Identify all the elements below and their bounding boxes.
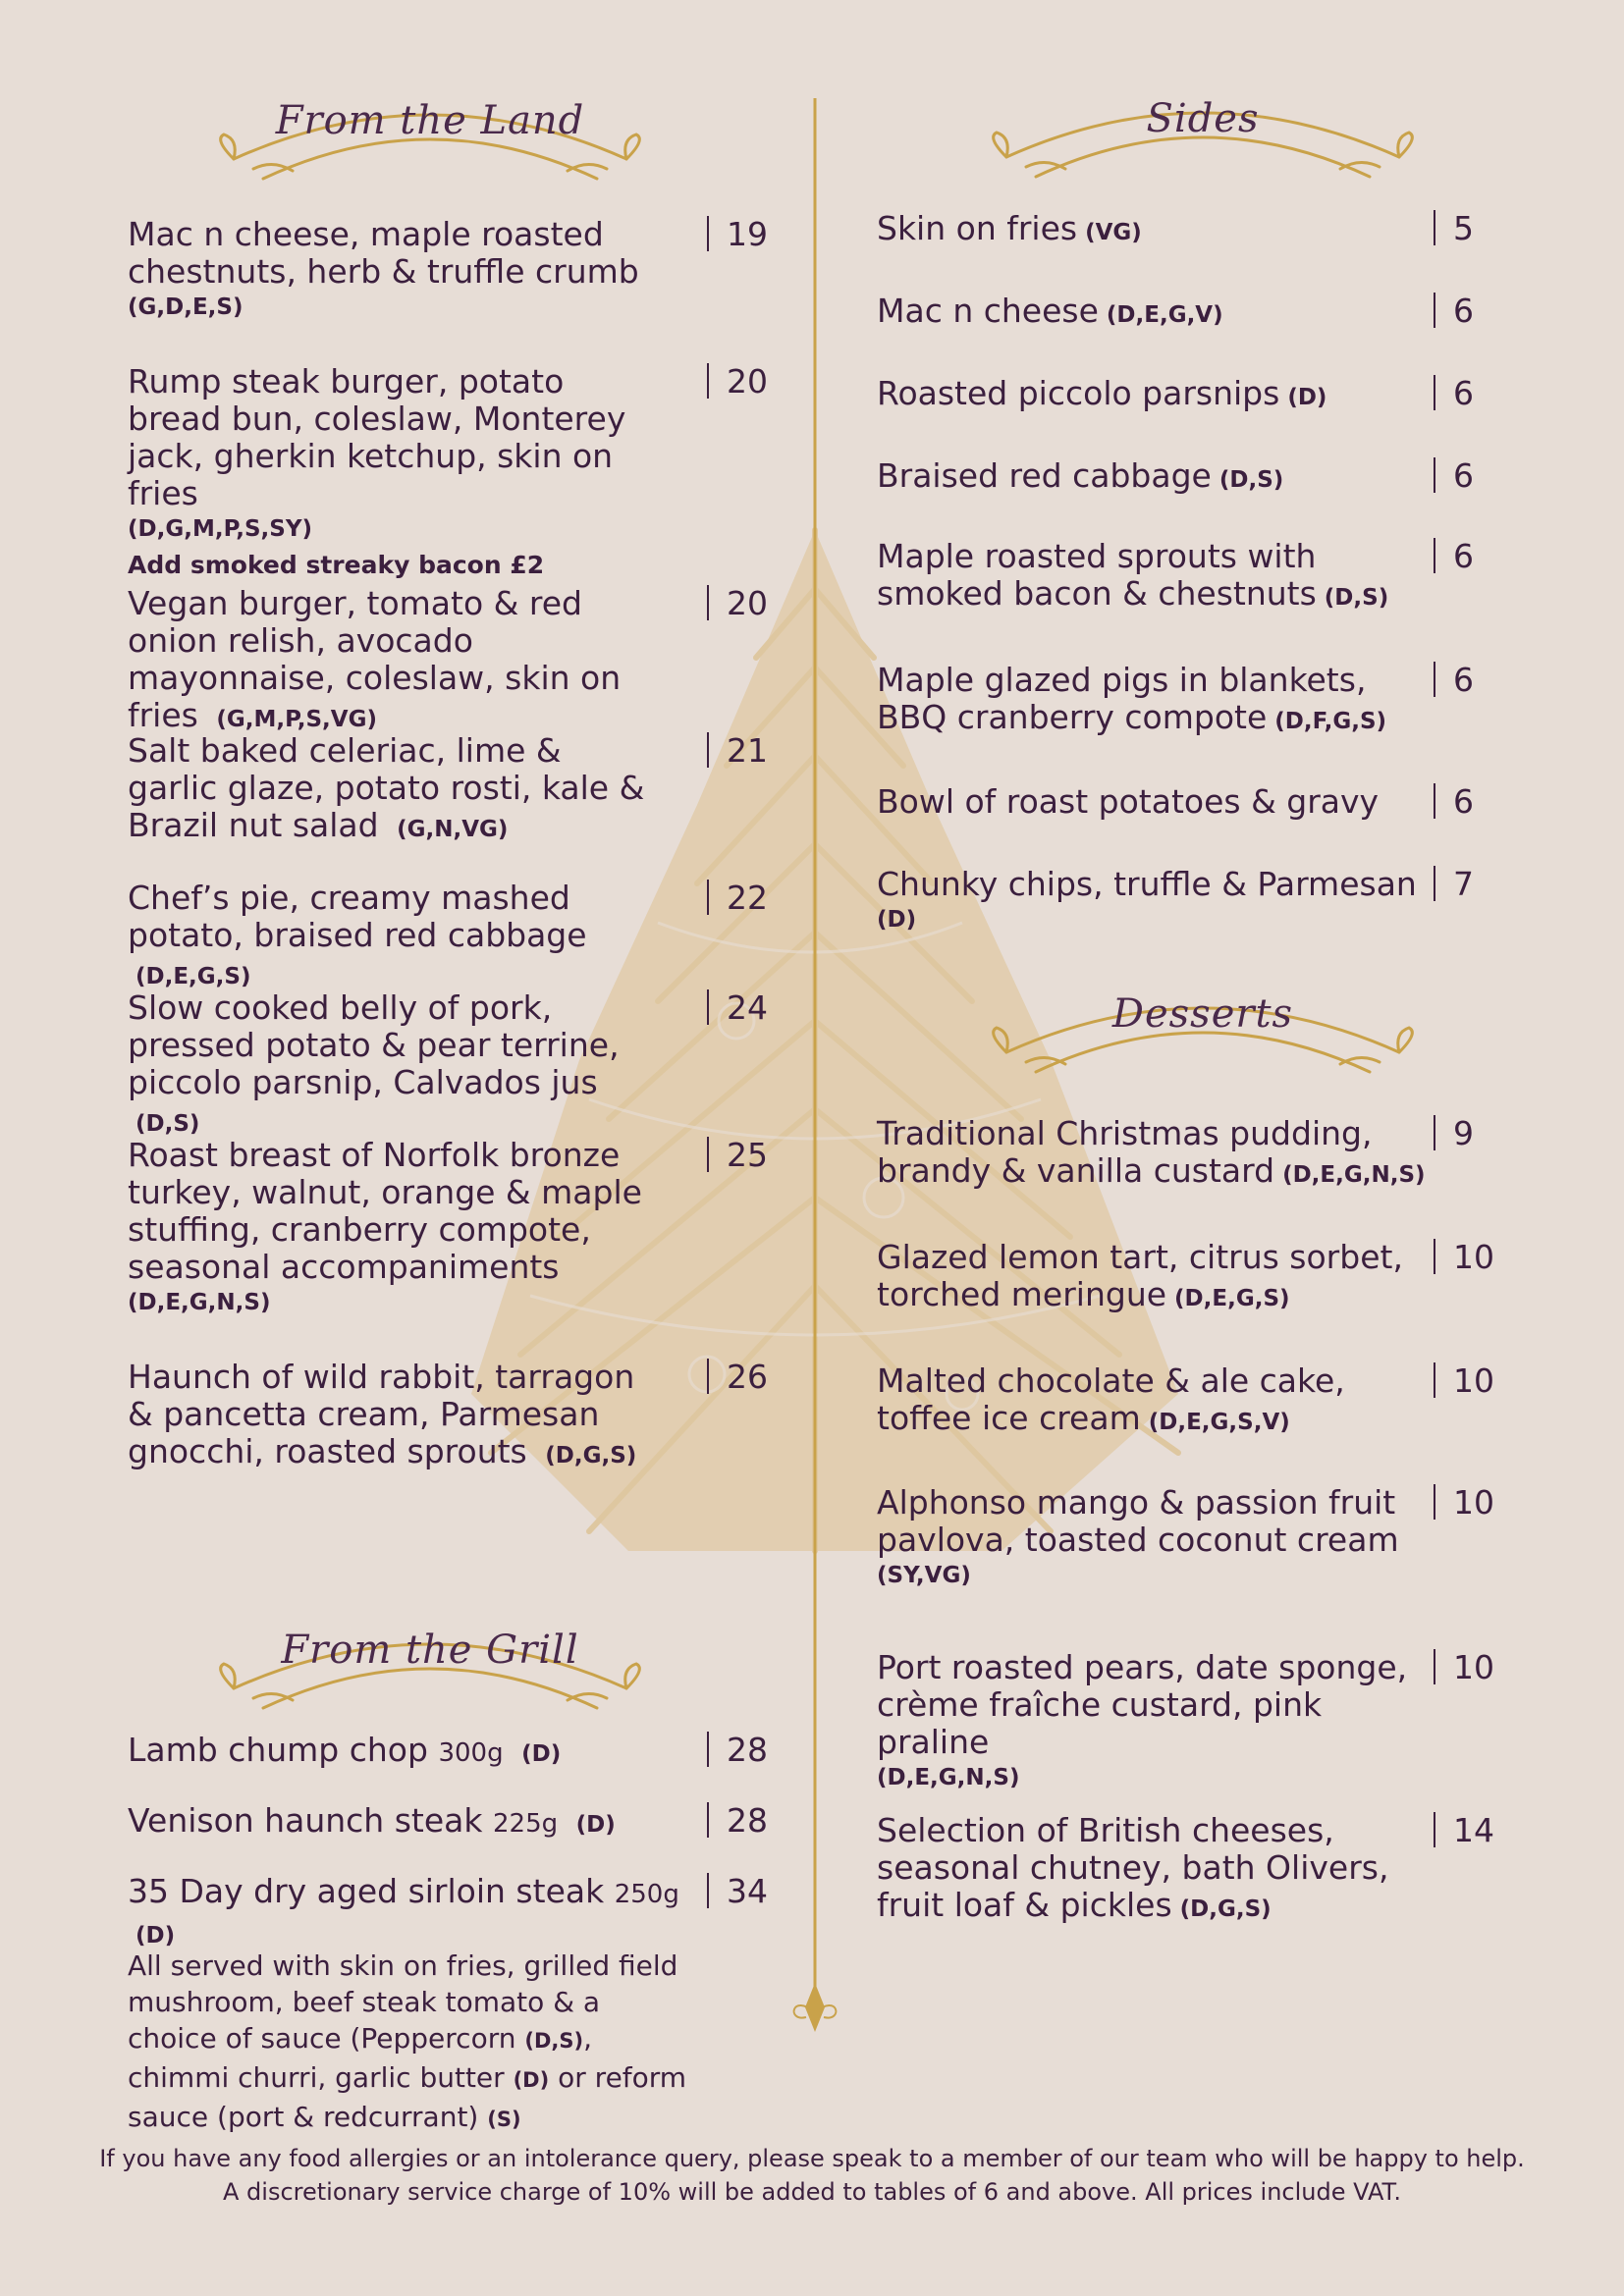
item-weight: 300g — [438, 1738, 504, 1768]
item-name: Salt baked celeriac, lime & garlic glaze, potato rosti, kale & Brazil nut salad — [128, 731, 645, 844]
item-price: 25 — [707, 1137, 768, 1174]
item-name: Venison haunch steak — [128, 1801, 483, 1840]
grill-banner — [204, 1610, 656, 1728]
menu-item-turkey — [128, 1137, 658, 1319]
side-item: Maple glazed pigs in blankets, BBQ cranberry compote (D,F,G,S) — [877, 661, 1387, 736]
side-item: Chunky chips, truffle & Parmesan (D) — [877, 865, 1417, 933]
item-price: 10 — [1434, 1362, 1494, 1400]
item-allergens: (D,S) — [135, 1111, 200, 1137]
menu-item-rabbit — [128, 1359, 658, 1474]
column-divider — [811, 98, 819, 2061]
footer-note — [0, 2142, 1624, 2209]
item-price: 6 — [1434, 783, 1474, 821]
item-allergens: (D) — [521, 1741, 562, 1767]
menu-item-mac-cheese — [128, 216, 658, 324]
dessert-item: Selection of British cheeses, seasonal chutney, bath Olivers, fruit loaf & pickles (D,G,S) — [877, 1811, 1389, 1924]
item-addon-note: Add smoked streaky bacon £2 — [128, 551, 545, 579]
menu-item-celeriac — [128, 732, 658, 848]
item-weight: 250g — [614, 1880, 679, 1909]
item-allergens: (G,D,E,S) — [128, 294, 244, 320]
item-price: 7 — [1434, 866, 1474, 903]
item-price: 6 — [1434, 662, 1474, 699]
item-price: 20 — [707, 363, 768, 400]
land-section-title: From the Land — [275, 98, 585, 143]
dessert-item: Alphonso mango & passion fruit pavlova, toasted coconut cream (SY,VG) — [877, 1483, 1399, 1588]
item-allergens: (D,E,G,N,S) — [128, 1290, 271, 1315]
dessert-item: Traditional Christmas pudding, brandy & vanilla custard (D,E,G,N,S) — [877, 1114, 1426, 1190]
item-allergens: (G,N,VG) — [397, 817, 509, 842]
item-allergens: (D,G,M,P,S,SY) — [128, 516, 312, 542]
allergy-notice: If you have any food allergies or an intolerance query, please speak to a member of our team who will be happy to help. — [99, 2145, 1525, 2172]
side-item: Maple roasted sprouts with smoked bacon & chestnuts (D,S) — [877, 537, 1389, 613]
item-allergens: (D,E,G,S) — [135, 964, 251, 989]
grill-section-title: From the Grill — [281, 1628, 579, 1673]
item-price: 20 — [707, 585, 768, 622]
desserts-section-title: Desserts — [1111, 991, 1294, 1037]
dessert-item: Port roasted pears, date sponge, crème fraîche custard, pink praline (D,E,G,N,S) — [877, 1648, 1408, 1790]
item-price: 10 — [1434, 1649, 1494, 1686]
desserts-banner — [977, 974, 1429, 1092]
item-allergens: (D) — [135, 1923, 176, 1949]
dessert-item: Glazed lemon tart, citrus sorbet, torched meringue (D,E,G,S) — [877, 1238, 1403, 1313]
menu-item-rump-burger — [128, 363, 658, 583]
item-price: 6 — [1434, 457, 1474, 495]
item-allergens: (D) — [575, 1812, 616, 1838]
item-price: 22 — [707, 880, 768, 917]
item-price: 6 — [1434, 293, 1474, 330]
menu-item-chefs-pie — [128, 880, 658, 995]
item-price: 26 — [707, 1359, 768, 1396]
menu-item-venison — [128, 1802, 658, 1843]
service-charge-notice: A discretionary service charge of 10% will be added to tables of 6 and above. All prices include VAT. — [223, 2178, 1401, 2206]
side-item: Roasted piccolo parsnips (D) — [877, 374, 1327, 412]
item-name: Vegan burger, tomato & red onion relish, avocado mayonnaise, coleslaw, skin on fries — [128, 584, 622, 734]
item-price: 28 — [707, 1802, 768, 1840]
item-name: Slow cooked belly of pork, pressed potato & pear terrine, piccolo parsnip, Calvados jus — [128, 988, 620, 1101]
item-allergens: (G,M,P,S,VG) — [216, 707, 377, 732]
grill-sides-note: All served with skin on fries, grilled field mushroom, beef steak tomato & a choice of sauce (Peppercorn (D,S), chimmi churri, garlic butter (D) or reform sauce (port & redcurrant) (S) — [128, 1949, 687, 2133]
item-name: Mac n cheese, maple roasted chestnuts, herb & truffle crumb — [128, 215, 639, 291]
side-item: Mac n cheese (D,E,G,V) — [877, 292, 1223, 330]
item-name: Lamb chump chop — [128, 1731, 428, 1769]
dessert-item: Malted chocolate & ale cake, toffee ice cream (D,E,G,S,V) — [877, 1362, 1345, 1437]
item-price: 21 — [707, 732, 768, 770]
item-price: 14 — [1434, 1812, 1494, 1849]
item-price: 34 — [707, 1873, 768, 1910]
item-price: 19 — [707, 216, 768, 253]
sides-section-title: Sides — [1146, 96, 1260, 141]
item-price: 6 — [1434, 538, 1474, 575]
item-weight: 225g — [492, 1809, 559, 1839]
menu-item-pork-belly — [128, 989, 658, 1143]
item-price: 5 — [1434, 210, 1474, 247]
item-name: 35 Day dry aged sirloin steak — [128, 1872, 605, 1910]
side-item: Skin on fries (VG) — [877, 209, 1142, 247]
item-price: 9 — [1434, 1115, 1474, 1152]
item-price: 6 — [1434, 375, 1474, 412]
item-price: 10 — [1434, 1484, 1494, 1522]
menu-item-vegan-burger — [128, 585, 658, 738]
menu-item-lamb — [128, 1732, 658, 1773]
side-item: Bowl of roast potatoes & gravy — [877, 782, 1380, 821]
item-name: Chef’s pie, creamy mashed potato, braised red cabbage — [128, 879, 587, 954]
item-price: 24 — [707, 989, 768, 1027]
item-name: Haunch of wild rabbit, tarragon & pancetta cream, Parmesan gnocchi, roasted sprouts — [128, 1358, 635, 1470]
item-allergens: (D,G,S) — [545, 1443, 637, 1468]
land-banner — [204, 80, 656, 198]
item-price: 10 — [1434, 1239, 1494, 1276]
menu-item-sirloin — [128, 1873, 697, 1954]
sides-banner — [977, 79, 1429, 196]
item-price: 28 — [707, 1732, 768, 1769]
side-item: Braised red cabbage (D,S) — [877, 456, 1284, 495]
item-name: Roast breast of Norfolk bronze turkey, walnut, orange & maple stuffing, cranberry compote, seasonal accompaniments — [128, 1136, 642, 1286]
item-name: Rump steak burger, potato bread bun, coleslaw, Monterey jack, gherkin ketchup, skin on fries — [128, 362, 626, 512]
